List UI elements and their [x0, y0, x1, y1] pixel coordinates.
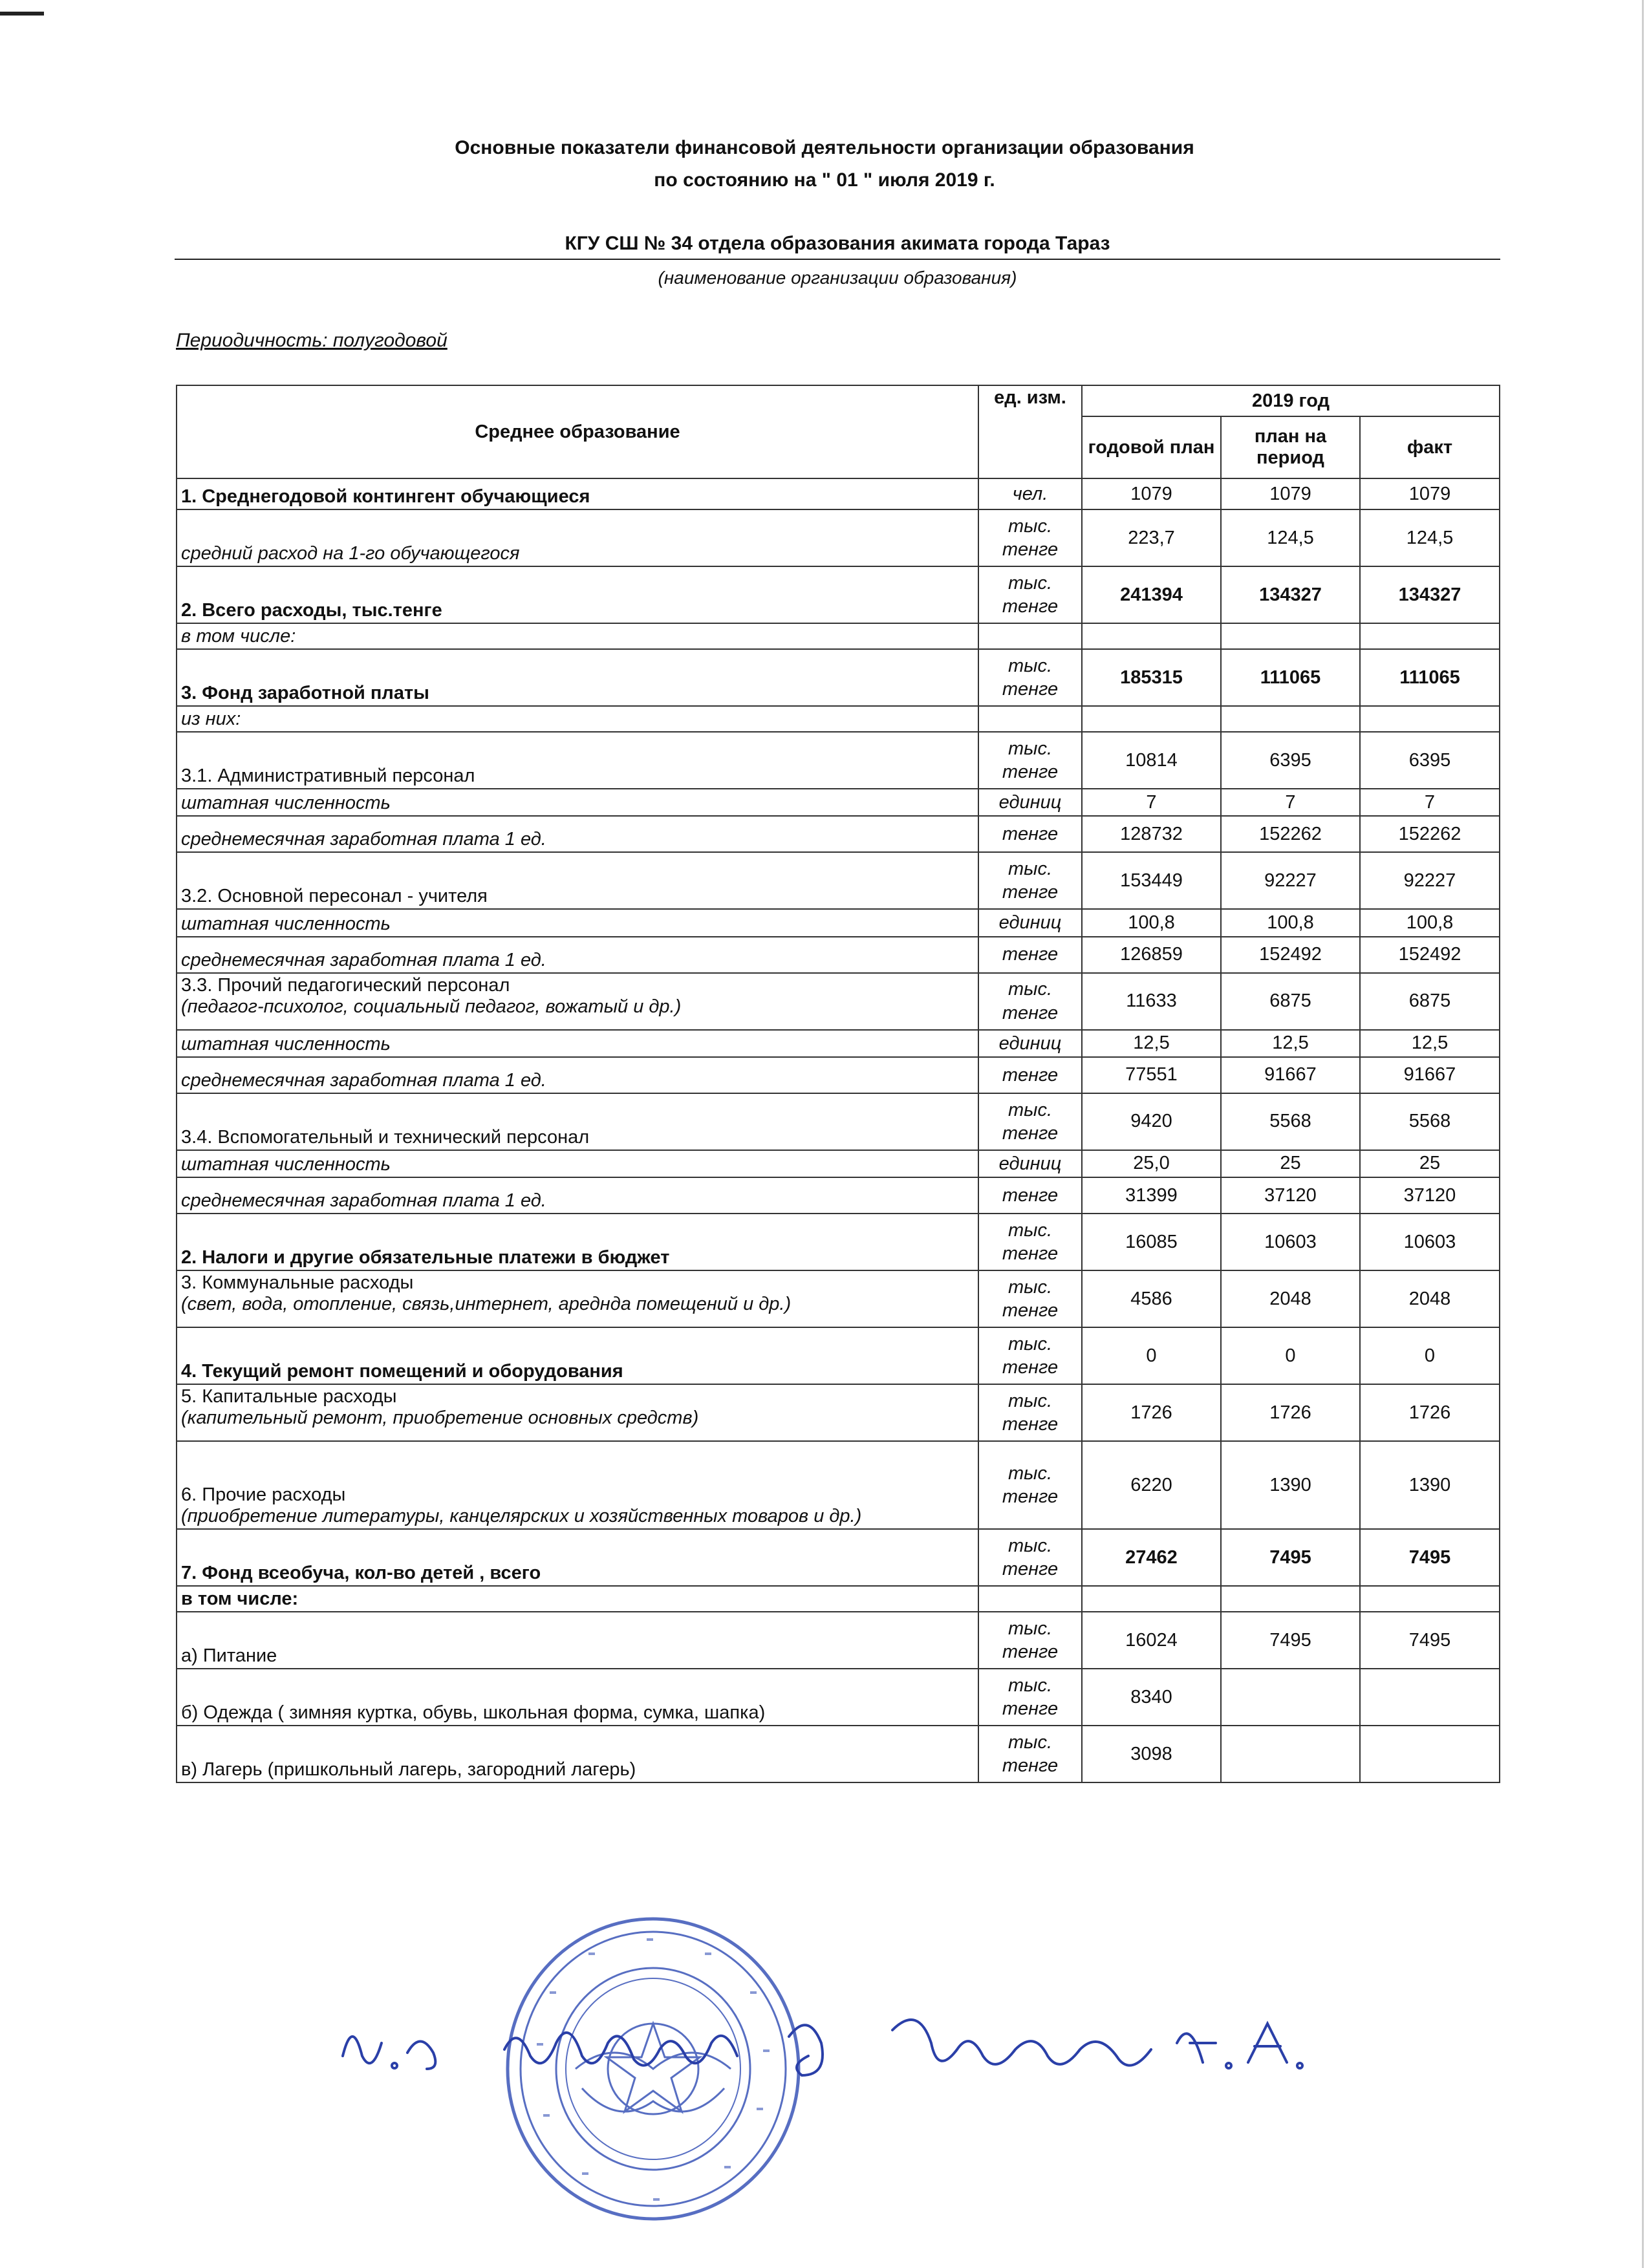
table-row	[177, 1057, 1500, 1093]
row-label	[177, 789, 978, 816]
row-label	[177, 566, 978, 623]
row-label	[177, 1327, 978, 1384]
row-period-plan: 37120	[1221, 1177, 1360, 1214]
row-label	[177, 732, 978, 789]
row-period-plan	[1221, 1726, 1360, 1782]
row-annual-plan: 1079	[1082, 478, 1221, 509]
row-period-plan: 7495	[1221, 1529, 1360, 1586]
row-label	[177, 852, 978, 909]
row-period-plan: 0	[1221, 1327, 1360, 1384]
row-annual-plan	[1082, 623, 1221, 649]
table-row	[177, 1270, 1500, 1327]
row-label-text: 6. Прочие расходы	[181, 1484, 346, 1505]
row-annual-plan	[1082, 1586, 1221, 1612]
header-category: Среднее образование	[177, 385, 978, 478]
document-title: Основные показатели финансовой деятельности организации образования	[455, 137, 1194, 158]
table-row	[177, 1726, 1500, 1782]
row-annual-plan: 11633	[1082, 973, 1221, 1030]
row-actual: 1390	[1360, 1441, 1500, 1529]
row-label-text: в том числе:	[181, 626, 296, 647]
row-unit: тыс. тенге	[978, 1384, 1082, 1441]
row-unit: единиц	[978, 909, 1082, 936]
table-row	[177, 649, 1500, 706]
row-actual: 124,5	[1360, 509, 1500, 566]
row-actual: 12,5	[1360, 1030, 1500, 1057]
organization-caption: (наименование организации образования)	[658, 268, 1017, 288]
row-label-text: среднемесячная заработная плата 1 ед.	[181, 1190, 546, 1211]
row-label-text: а) Питание	[181, 1645, 277, 1666]
row-label-text: 5. Капитальные расходы	[181, 1386, 397, 1407]
table-row	[177, 1529, 1500, 1586]
row-actual	[1360, 1726, 1500, 1782]
row-annual-plan: 153449	[1082, 852, 1221, 909]
table-row	[177, 509, 1500, 566]
organization-name: КГУ СШ № 34 отдела образования акимата города Тараз	[175, 233, 1500, 260]
table-row	[177, 937, 1500, 973]
scan-artifact-mark	[0, 12, 44, 16]
row-annual-plan: 185315	[1082, 649, 1221, 706]
row-label-text: штатная численность	[181, 793, 391, 814]
financial-indicators-table	[176, 385, 1500, 1783]
row-label	[177, 937, 978, 973]
row-actual: 7495	[1360, 1529, 1500, 1586]
row-period-plan	[1221, 1586, 1360, 1612]
table-row	[177, 816, 1500, 852]
row-period-plan: 1726	[1221, 1384, 1360, 1441]
row-annual-plan: 31399	[1082, 1177, 1221, 1214]
row-annual-plan: 3098	[1082, 1726, 1221, 1782]
header-period-plan: план на период	[1221, 416, 1360, 478]
row-actual: 152262	[1360, 816, 1500, 852]
row-annual-plan: 16024	[1082, 1612, 1221, 1669]
row-unit: тыс. тенге	[978, 649, 1082, 706]
row-annual-plan: 126859	[1082, 937, 1221, 973]
signature-caption	[0, 0, 1, 1]
row-actual: 6395	[1360, 732, 1500, 789]
row-label-text: среднемесячная заработная плата 1 ед.	[181, 949, 546, 970]
row-annual-plan: 100,8	[1082, 909, 1221, 936]
row-actual: 111065	[1360, 649, 1500, 706]
row-period-plan: 152262	[1221, 816, 1360, 852]
table-row	[177, 478, 1500, 509]
row-annual-plan: 8340	[1082, 1669, 1221, 1726]
row-annual-plan: 27462	[1082, 1529, 1221, 1586]
row-label-text: 3.1. Административный персонал	[181, 765, 475, 786]
row-annual-plan: 16085	[1082, 1214, 1221, 1270]
row-actual: 92227	[1360, 852, 1500, 909]
row-period-plan: 1079	[1221, 478, 1360, 509]
row-annual-plan: 77551	[1082, 1057, 1221, 1093]
row-period-plan: 111065	[1221, 649, 1360, 706]
row-label	[177, 1150, 978, 1177]
row-actual	[1360, 1669, 1500, 1726]
row-label	[177, 1057, 978, 1093]
row-period-plan	[1221, 1669, 1360, 1726]
row-label	[177, 1214, 978, 1270]
table-row	[177, 1177, 1500, 1214]
row-label	[177, 1586, 978, 1612]
table-row	[177, 1669, 1500, 1726]
row-actual: 7495	[1360, 1612, 1500, 1669]
row-unit: единиц	[978, 1150, 1082, 1177]
table-row	[177, 1612, 1500, 1669]
row-actual: 5568	[1360, 1093, 1500, 1150]
row-unit: тыс. тенге	[978, 732, 1082, 789]
row-label-text: 3. Коммунальные расходы	[181, 1272, 414, 1293]
table-row	[177, 1441, 1500, 1529]
table-row	[177, 566, 1500, 623]
table-row	[177, 1214, 1500, 1270]
row-actual: 10603	[1360, 1214, 1500, 1270]
row-annual-plan: 223,7	[1082, 509, 1221, 566]
row-annual-plan: 1726	[1082, 1384, 1221, 1441]
document-date-line: по состоянию на " 01 " июля 2019 г.	[654, 169, 995, 191]
row-label	[177, 1177, 978, 1214]
row-label-text: 3.4. Вспомогательный и технический персонал	[181, 1126, 590, 1148]
row-unit: тыс. тенге	[978, 973, 1082, 1030]
row-actual	[1360, 706, 1500, 732]
table-body	[177, 478, 1500, 1782]
row-label-text: штатная численность	[181, 913, 391, 934]
row-period-plan	[1221, 623, 1360, 649]
row-actual: 6875	[1360, 973, 1500, 1030]
row-label-note: (приобретение литературы, канцелярских и хозяйственных товаров и др.)	[181, 1506, 862, 1526]
row-label	[177, 1384, 978, 1441]
row-actual: 91667	[1360, 1057, 1500, 1093]
row-period-plan: 92227	[1221, 852, 1360, 909]
row-label	[177, 509, 978, 566]
row-period-plan: 10603	[1221, 1214, 1360, 1270]
row-label	[177, 909, 978, 936]
row-unit: тыс. тенге	[978, 1726, 1082, 1782]
row-annual-plan: 12,5	[1082, 1030, 1221, 1057]
row-label	[177, 1093, 978, 1150]
row-annual-plan: 6220	[1082, 1441, 1221, 1529]
header-actual: факт	[1360, 416, 1500, 478]
row-annual-plan: 7	[1082, 789, 1221, 816]
table-row	[177, 1093, 1500, 1150]
row-unit: тенге	[978, 937, 1082, 973]
row-period-plan	[1221, 706, 1360, 732]
row-label-note: (педагог-психолог, социальный педагог, вожатый и др.)	[181, 996, 682, 1017]
row-actual: 2048	[1360, 1270, 1500, 1327]
row-actual	[1360, 1586, 1500, 1612]
row-period-plan: 1390	[1221, 1441, 1360, 1529]
row-annual-plan	[1082, 706, 1221, 732]
row-unit: тыс. тенге	[978, 1529, 1082, 1586]
table-row	[177, 852, 1500, 909]
table-row	[177, 1150, 1500, 1177]
periodicity-label: Периодичность: полугодовой	[176, 330, 447, 351]
row-unit: тыс. тенге	[978, 1669, 1082, 1726]
row-actual: 7	[1360, 789, 1500, 816]
table-row	[177, 1030, 1500, 1057]
row-label-note: (свет, вода, отопление, связь,интернет, ареднда помещений и др.)	[181, 1294, 792, 1314]
row-unit	[978, 706, 1082, 732]
table-row	[177, 973, 1500, 1030]
director-signature	[336, 2004, 1371, 2088]
header-year: 2019 год	[1082, 385, 1500, 416]
row-annual-plan: 10814	[1082, 732, 1221, 789]
row-unit: тенге	[978, 1057, 1082, 1093]
row-unit: тыс. тенге	[978, 1093, 1082, 1150]
row-label-note: (капительный ремонт, приобретение основных средств)	[181, 1407, 699, 1428]
row-label-text: 4. Текущий ремонт помещений и оборудования	[181, 1361, 623, 1382]
row-unit: тыс. тенге	[978, 1270, 1082, 1327]
table-row	[177, 706, 1500, 732]
row-period-plan: 7	[1221, 789, 1360, 816]
table-row	[177, 909, 1500, 936]
row-label-text: 3. Фонд заработной платы	[181, 683, 429, 703]
row-annual-plan: 241394	[1082, 566, 1221, 623]
row-unit: единиц	[978, 1030, 1082, 1057]
row-unit: тыс. тенге	[978, 509, 1082, 566]
row-annual-plan: 0	[1082, 1327, 1221, 1384]
row-actual: 25	[1360, 1150, 1500, 1177]
row-label	[177, 1669, 978, 1726]
row-unit: тыс. тенге	[978, 1441, 1082, 1529]
row-annual-plan: 25,0	[1082, 1150, 1221, 1177]
row-unit: единиц	[978, 789, 1082, 816]
table-row	[177, 732, 1500, 789]
row-annual-plan: 9420	[1082, 1093, 1221, 1150]
row-label-text: 7. Фонд всеобуча, кол-во детей , всего	[181, 1563, 541, 1583]
row-label-text: 3.2. Основной пересонал - учителя	[181, 886, 488, 907]
row-label-text: в том числе:	[181, 1589, 299, 1609]
row-period-plan: 12,5	[1221, 1030, 1360, 1057]
row-label-text: штатная численность	[181, 1154, 391, 1175]
row-label	[177, 1030, 978, 1057]
row-label	[177, 1529, 978, 1586]
header-unit: ед. изм.	[978, 385, 1082, 478]
row-label	[177, 1726, 978, 1782]
row-unit: тыс. тенге	[978, 852, 1082, 909]
row-label-text: б) Одежда ( зимняя куртка, обувь, школьная форма, сумка, шапка)	[181, 1702, 766, 1723]
row-label	[177, 706, 978, 732]
row-unit: тенге	[978, 816, 1082, 852]
table-row	[177, 789, 1500, 816]
row-period-plan: 152492	[1221, 937, 1360, 973]
row-label-text: среднемесячная заработная плата 1 ед.	[181, 829, 546, 850]
row-annual-plan: 4586	[1082, 1270, 1221, 1327]
row-unit: тыс. тенге	[978, 1327, 1082, 1384]
row-period-plan: 7495	[1221, 1612, 1360, 1669]
table-row	[177, 1327, 1500, 1384]
header-annual-plan: годовой план	[1082, 416, 1221, 478]
row-period-plan: 2048	[1221, 1270, 1360, 1327]
row-actual: 134327	[1360, 566, 1500, 623]
row-period-plan: 100,8	[1221, 909, 1360, 936]
row-label-text: 3.3. Прочий педагогический персонал	[181, 974, 510, 996]
row-unit: тыс. тенге	[978, 566, 1082, 623]
row-actual: 37120	[1360, 1177, 1500, 1214]
row-unit	[978, 1586, 1082, 1612]
row-actual: 1726	[1360, 1384, 1500, 1441]
row-period-plan: 6875	[1221, 973, 1360, 1030]
row-label	[177, 1612, 978, 1669]
row-period-plan: 91667	[1221, 1057, 1360, 1093]
table-row	[177, 1586, 1500, 1612]
row-label-text: среднемесячная заработная плата 1 ед.	[181, 1069, 546, 1091]
row-period-plan: 5568	[1221, 1093, 1360, 1150]
row-unit: тыс. тенге	[978, 1214, 1082, 1270]
row-period-plan: 25	[1221, 1150, 1360, 1177]
row-label-text: 2. Всего расходы, тыс.тенге	[181, 600, 442, 621]
row-actual: 1079	[1360, 478, 1500, 509]
row-label	[177, 816, 978, 852]
row-period-plan: 124,5	[1221, 509, 1360, 566]
row-label	[177, 478, 978, 509]
table-row	[177, 1384, 1500, 1441]
row-label-text: 2. Налоги и другие обязательные платежи в бюджет	[181, 1247, 670, 1268]
row-label	[177, 1270, 978, 1327]
row-actual: 100,8	[1360, 909, 1500, 936]
row-label-text: в) Лагерь (пришкольный лагерь, загородний лагерь)	[181, 1759, 636, 1780]
row-actual: 0	[1360, 1327, 1500, 1384]
row-unit: чел.	[978, 478, 1082, 509]
row-actual: 152492	[1360, 937, 1500, 973]
row-annual-plan: 128732	[1082, 816, 1221, 852]
row-unit: тенге	[978, 1177, 1082, 1214]
table-row	[177, 623, 1500, 649]
row-label	[177, 623, 978, 649]
scan-page-edge	[1642, 0, 1644, 2268]
row-label	[177, 1441, 978, 1529]
row-label-text: из них:	[181, 709, 241, 729]
row-unit: тыс. тенге	[978, 1612, 1082, 1669]
row-label-text: 1. Среднегодовой контингент обучающиеся	[181, 486, 590, 507]
row-period-plan: 134327	[1221, 566, 1360, 623]
row-label-text: средний расход на 1-го обучающегося	[181, 543, 520, 564]
row-unit	[978, 623, 1082, 649]
row-actual	[1360, 623, 1500, 649]
row-label	[177, 649, 978, 706]
row-label-text: штатная численность	[181, 1033, 391, 1054]
row-label	[177, 973, 978, 1030]
row-period-plan: 6395	[1221, 732, 1360, 789]
